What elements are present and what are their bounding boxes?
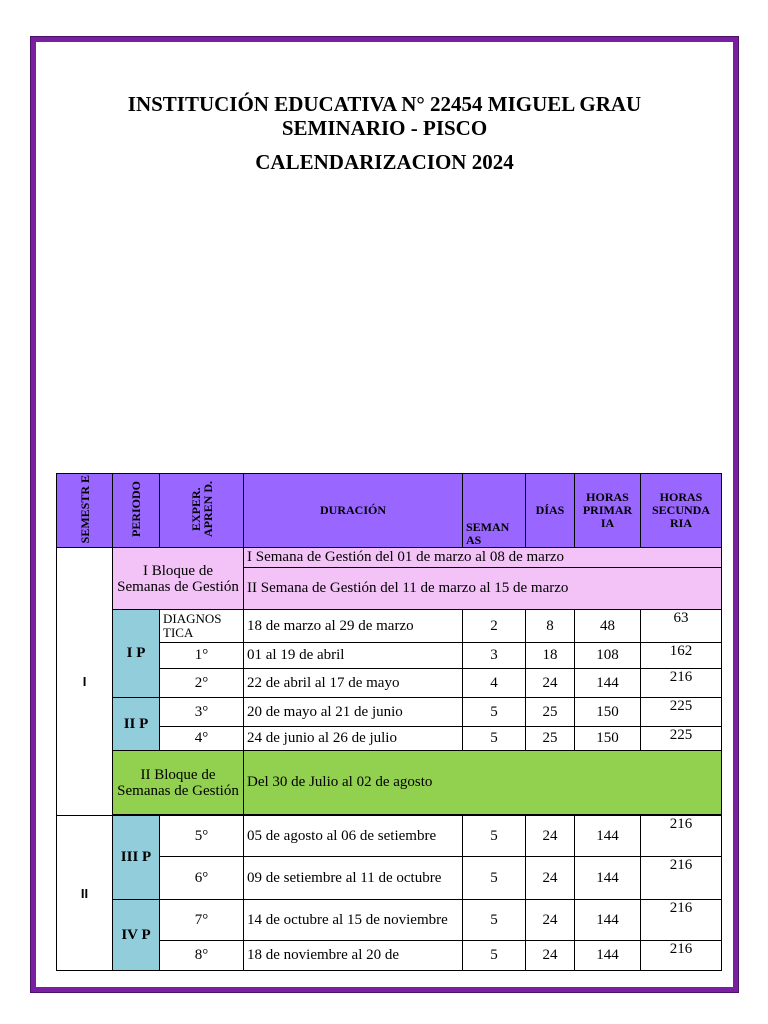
period-cell: III P [113, 816, 160, 900]
document-frame [31, 37, 738, 992]
horas-primaria-cell: 150 [575, 698, 641, 727]
header-duracion: DURACIÓN [244, 474, 463, 548]
exp-cell: 7° [160, 900, 244, 941]
semanas-cell: 5 [463, 727, 526, 751]
horas-secundaria-cell: 225 [641, 698, 722, 727]
horas-primaria-cell: 144 [575, 857, 641, 900]
title-block [36, 92, 733, 174]
semanas-cell: 3 [463, 643, 526, 669]
exp-cell: 3° [160, 698, 244, 727]
horas-primaria-cell: 144 [575, 941, 641, 971]
table-row [57, 816, 722, 857]
dias-cell: 24 [526, 857, 575, 900]
horas-secundaria-cell: 216 [641, 941, 722, 971]
semanas-cell: 2 [463, 610, 526, 643]
horas-primaria-cell: 144 [575, 816, 641, 857]
exp-cell: 1° [160, 643, 244, 669]
semester-cell: II [57, 816, 113, 971]
period-cell: I P [113, 610, 160, 698]
duracion-cell: 05 de agosto al 06 de setiembre [244, 816, 463, 857]
header-horas-primaria: HORAS PRIMAR IA [575, 474, 641, 548]
header-exper: EXPER. APREN D. [160, 474, 244, 548]
dias-cell: 24 [526, 941, 575, 971]
duracion-cell: 18 de noviembre al 20 de [244, 941, 463, 971]
table-row [57, 698, 722, 727]
dias-cell: 25 [526, 727, 575, 751]
bloque-row: I Semana de Gestión del 01 de marzo al 08 de marzo [244, 548, 722, 568]
duracion-cell: 20 de mayo al 21 de junio [244, 698, 463, 727]
horas-secundaria-cell: 216 [641, 857, 722, 900]
header-dias: DÍAS [526, 474, 575, 548]
header-periodo: PERIODO [113, 474, 160, 548]
semanas-cell: 5 [463, 816, 526, 857]
horas-secundaria-cell: 63 [641, 610, 722, 643]
horas-secundaria-cell: 225 [641, 727, 722, 751]
duracion-cell: 22 de abril al 17 de mayo [244, 669, 463, 698]
dias-cell: 18 [526, 643, 575, 669]
duracion-cell: 24 de junio al 26 de julio [244, 727, 463, 751]
exp-cell: 8° [160, 941, 244, 971]
semanas-cell: 5 [463, 857, 526, 900]
bloque-label: I Bloque de Semanas de Gestión [113, 548, 244, 610]
calendar-title: CALENDARIZACION 2024 [255, 150, 514, 174]
semanas-cell: 4 [463, 669, 526, 698]
semanas-cell: 5 [463, 698, 526, 727]
institution-subtitle: SEMINARIO - PISCO [281, 116, 488, 140]
dias-cell: 24 [526, 669, 575, 698]
exp-cell: 6° [160, 857, 244, 900]
horas-secundaria-cell: 216 [641, 816, 722, 857]
header-semestre: SEMESTR E [57, 474, 113, 548]
semanas-cell: 5 [463, 941, 526, 971]
table-row [57, 900, 722, 941]
horas-primaria-cell: 48 [575, 610, 641, 643]
horas-primaria-cell: 150 [575, 727, 641, 751]
exp-cell: 4° [160, 727, 244, 751]
horas-primaria-cell: 144 [575, 900, 641, 941]
duracion-cell: 09 de setiembre al 11 de octubre [244, 857, 463, 900]
exp-cell: 2° [160, 669, 244, 698]
table-header-row [57, 474, 722, 548]
institution-title: INSTITUCIÓN EDUCATIVA N° 22454 MIGUEL GRAU [127, 92, 642, 116]
table-row [57, 610, 722, 643]
table-row [57, 548, 722, 568]
duracion-cell: 14 de octubre al 15 de noviembre [244, 900, 463, 941]
exp-cell: 5° [160, 816, 244, 857]
bloque-row: II Semana de Gestión del 11 de marzo al 15 de marzo [244, 568, 722, 610]
horas-primaria-cell: 108 [575, 643, 641, 669]
table-row [57, 751, 722, 815]
period-cell: IV P [113, 900, 160, 971]
dias-cell: 25 [526, 698, 575, 727]
dias-cell: 8 [526, 610, 575, 643]
semester-cell: I [57, 548, 113, 816]
duracion-cell: 01 al 19 de abril [244, 643, 463, 669]
dias-cell: 24 [526, 816, 575, 857]
header-semanas: SEMAN AS [463, 474, 526, 548]
horas-secundaria-cell: 216 [641, 900, 722, 941]
exp-cell: DIAGNOS TICA [160, 610, 244, 643]
semanas-cell: 5 [463, 900, 526, 941]
bloque-label: II Bloque de Semanas de Gestión [113, 751, 244, 815]
dias-cell: 24 [526, 900, 575, 941]
calendar-table [56, 473, 722, 971]
bloque-row: Del 30 de Julio al 02 de agosto [244, 751, 722, 815]
horas-primaria-cell: 144 [575, 669, 641, 698]
header-horas-secundaria: HORAS SECUNDA RIA [641, 474, 722, 548]
period-cell: II P [113, 698, 160, 751]
duracion-cell: 18 de marzo al 29 de marzo [244, 610, 463, 643]
horas-secundaria-cell: 216 [641, 669, 722, 698]
horas-secundaria-cell: 162 [641, 643, 722, 669]
